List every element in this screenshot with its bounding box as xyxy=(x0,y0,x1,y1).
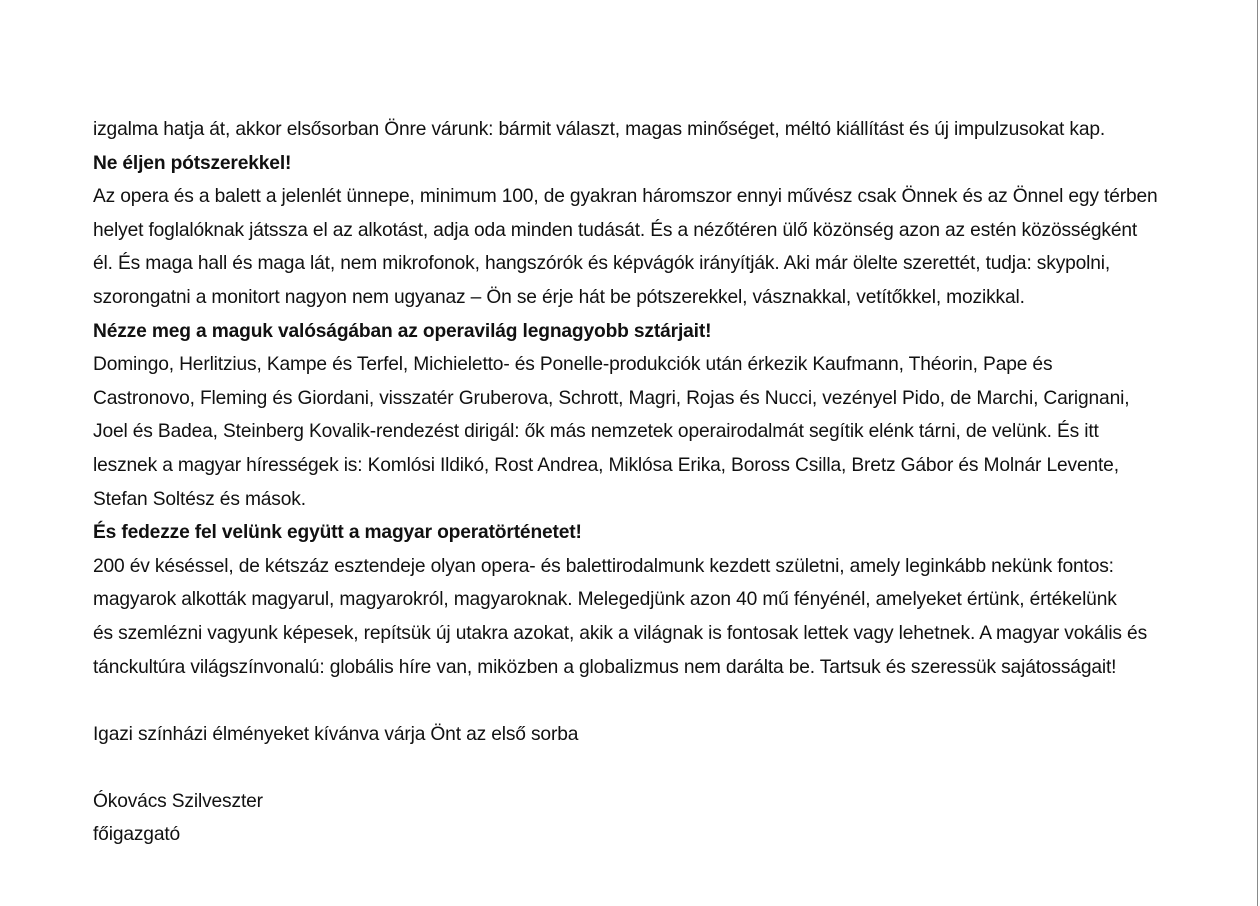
paragraph-stars-line: Castronovo, Fleming és Giordani, visszatér Gruberova, Schrott, Magri, Rojas és Nucci, vezényel Pido, de Marchi, Carignani, xyxy=(93,387,1130,409)
heading-substitutes: Ne éljen pótszerekkel! xyxy=(93,152,292,174)
heading-opera-history: És fedezze fel velünk együtt a magyar operatörténetet! xyxy=(93,522,582,544)
paragraph-history-line: magyarok alkották magyarul, magyarokról, magyaroknak. Melegedjünk azon 40 mű fényénél, amelyeket értünk, értékelünk xyxy=(93,589,1117,611)
paragraph-history-line: és szemlézni vagyunk képesek, repítsük új utakra azokat, akik a világnak is fontosak lettek vagy lehetnek. A magyar vokális és xyxy=(93,622,1148,644)
paragraph-history-line: 200 év késéssel, de kétszáz esztendeje olyan opera- és balettirodalmunk kezdett születni, amely leginkább nekünk fontos: xyxy=(93,555,1114,577)
closing-line: Igazi színházi élményeket kívánva várja Önt az első sorba xyxy=(93,723,579,745)
signature-name: Ókovács Szilveszter xyxy=(93,790,263,812)
paragraph-stars-line: Joel és Badea, Steinberg Kovalik-rendezést dirigál: ők más nemzetek operairodalmát segítik elénk tárni, de velünk. És itt xyxy=(93,421,1099,443)
paragraph-presence-line: Az opera és a balett a jelenlét ünnepe, minimum 100, de gyakran háromszor ennyi művész csak Önnek és az Önnel egy térben xyxy=(93,186,1158,208)
letter-body xyxy=(93,113,1183,852)
paragraph-stars-line: Stefan Soltész és mások. xyxy=(93,488,306,510)
intro-line: izgalma hatja át, akkor elsősorban Önre várunk: bármit választ, magas minőséget, méltó kiállítást és új impulzusokat kap. xyxy=(93,119,1106,140)
paragraph-presence-line: él. És maga hall és maga lát, nem mikrofonok, hangszórók és képvágók irányítják. Aki már ölelte szerettét, tudja: skypolni, xyxy=(93,253,1111,275)
paragraph-presence-line: szorongatni a monitort nagyon nem ugyanaz – Ön se érje hát be pótszerekkel, vásznakkal, vetítőkkel, mozikkal. xyxy=(93,286,1025,308)
page-right-border xyxy=(1257,0,1258,906)
paragraph-presence-line: helyet foglalóknak játssza el az alkotást, adja oda minden tudását. És a nézőtéren ülő közönség azon az estén közösségként xyxy=(93,219,1138,241)
paragraph-stars-line: lesznek a magyar hírességek is: Komlósi Ildikó, Rost Andrea, Miklósa Erika, Boross Csilla, Bretz Gábor és Molnár Levente, xyxy=(93,454,1119,476)
signature-title: főigazgató xyxy=(93,824,181,846)
paragraph-history-line: tánckultúra világszínvonalú: globális híre van, miközben a globalizmus nem darálta be. Tartsuk és szeressük sajátosságait! xyxy=(93,656,1117,678)
paragraph-stars-line: Domingo, Herlitzius, Kampe és Terfel, Michieletto- és Ponelle-produkciók után érkezik Kaufmann, Théorin, Pape és xyxy=(93,354,1053,376)
spacer xyxy=(93,684,1183,718)
heading-stars: Nézze meg a maguk valóságában az operavilág legnagyobb sztárjait! xyxy=(93,320,712,342)
spacer xyxy=(93,751,1183,785)
